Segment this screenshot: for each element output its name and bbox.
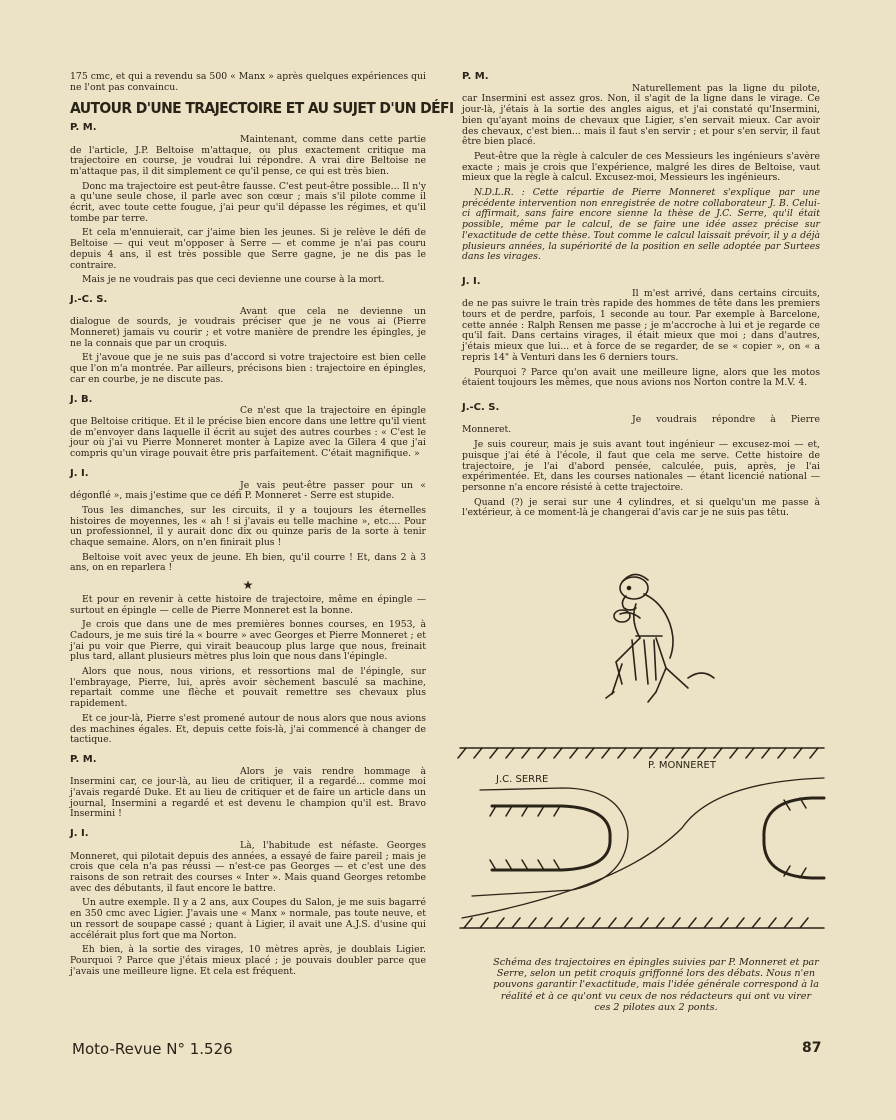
- speaker-ji: J. I.: [462, 275, 481, 287]
- paragraph: Quand (?) je serai sur une 4 cylindres, et si quelqu'un me passe à l'extérieur, à ce moment-là je changerai d'avis car je ne suis pas têtu.: [462, 496, 820, 519]
- speaker-pm: P. M.: [70, 122, 97, 134]
- trajectory-diagram: [452, 728, 832, 948]
- paragraph: Là, l'habitude est néfaste. Georges Monneret, qui pilotait depuis des années, a essayé de faire pareil ; mais je crois que cela n'a pas réussi — n'est-ce pas Georges — et c'est une des raisons de son retrait des courses « Inter ». Mais quand Georges retombe avec des débutants, il faut encore le battre.: [70, 839, 426, 894]
- paragraph: Un autre exemple. Il y a 2 ans, aux Coupes du Salon, je me suis bagarré en 350 cmc avec Ligier. J'avais une « Manx » normale, pas toute neuve, et un ressort de soupape cassé ; quant à Ligier, il avait une A.J.S. d'usine qui accélérait plus fort que ma Norton.: [70, 897, 426, 941]
- paragraph: Maintenant, comme dans cette partie de l'article, J.P. Beltoise m'attaque, ou plus exactement critique ma trajectoire en course, je voudrai lui répondre. A vrai dire Beltoise ne m'attaque pas, il dit simplement ce qu'il pense, ce qui est très bien.: [70, 133, 426, 177]
- paragraph: Alors je vais rendre hommage à Insermini car, ce jour-là, au lieu de critiquer, il a regardé... comme moi j'avais regardé Duke. Et au lieu de critiquer et de faire un article dans un journal, Insermini a regardé et est devenu le champion qu'il est. Bravo Insermini !: [70, 765, 426, 820]
- star-separator: ★: [242, 578, 254, 593]
- speaker-jcs: J.-C. S.: [70, 293, 108, 305]
- paragraph: Et pour en revenir à cette histoire de trajectoire, même en épingle — surtout en épingle — celle de Pierre Monneret est la bonne.: [70, 593, 426, 616]
- paragraph: Alors que nous, nous virions, et ressortions mal de l'épingle, sur l'embrayage, Pierre, lui, après avoir sèchement basculé sa machine, repartait comme une flèche et pouvait remettre ses chevaux plus rapidement.: [70, 666, 426, 710]
- paragraph: Et ce jour-là, Pierre s'est promené autour de nous alors que nous avions des machines égales. Et, depuis cette fois-là, j'ai commencé à changer de tactique.: [70, 712, 426, 746]
- speaker-pm: P. M.: [70, 753, 97, 765]
- paragraph: Peut-être que la règle à calculer de ces Messieurs les ingénieurs s'avère exacte ; mais je crois que l'expérience, malgré les dires de Beltoise, vaut mieux que la règle à calcul. Excusez-moi, Messieurs les ingénieurs.: [462, 150, 820, 184]
- paragraph: Je voudrais répondre à Pierre Monneret.: [462, 413, 820, 436]
- rider-sketch-illustration: [596, 568, 726, 718]
- label-monneret: P. MONNERET: [648, 760, 716, 771]
- paragraph: Je vais peut-être passer pour un « dégonflé », mais j'estime que ce défi P. Monneret - Serre est stupide.: [70, 479, 426, 502]
- editor-note: N.D.L.R. : Cette répartie de Pierre Monneret s'explique par une précédente intervention non enregistrée de notre collaborateur J. B. Celui-ci affirmait, sans faire encore sienne la thèse de J.C. Serre, qu'il était possible, même par le calcul, de se faire une idée assez précise sur l'exactitude de cette thèse. Tout comme le calcul laissait prévoir, il y a déjà plusieurs années, la supériorité de la position en selle adoptée par Surtees dans les virages.: [462, 187, 820, 263]
- paragraph: Naturellement pas la ligne du pilote, car Insermini est assez gros. Non, il s'agit de la ligne dans le virage. Ce jour-là, j'étais à la sortie des angles aigus, et j'ai constaté qu'Insermini, bien qu'ayant moins de chevaux que Ligier, s'en servait mieux. Car avoir des chevaux, c'est bien... mais il faut s'en servir ; et pour s'en servir, il faut être bien placé.: [462, 82, 820, 148]
- right-column: [462, 72, 820, 523]
- paragraph: Eh bien, à la sortie des virages, 10 mètres après, je doublais Ligier. Pourquoi ? Parce que j'étais mieux placé ; je pouvais doubler parce que j'avais une meilleure ligne. Et cela est fréquent.: [70, 944, 426, 977]
- speaker-ji: J. I.: [70, 828, 89, 840]
- speaker-jcs: J.-C. S.: [462, 401, 500, 413]
- left-column: [70, 71, 454, 981]
- speaker-pm: P. M.: [462, 71, 489, 82]
- diagram-caption: Schéma des trajectoires en épingles suivies par P. Monneret et par Serre, selon un petit croquis griffonné lors des débats. Nous n'en pouvons garantir l'exactitude, mais l'idée générale correspond à la réalité et à ce qu'ont vu ceux de nos rédacteurs qui ont vu virer ces 2 pilotes aux 2 ponts.: [493, 957, 819, 1013]
- speaker-ji: J. I.: [70, 467, 89, 479]
- intro-paragraph: 175 cmc, et qui a revendu sa 500 « Manx » après quelques expériences qui ne l'ont pas convaincu.: [70, 71, 426, 93]
- paragraph: Je crois que dans une de mes premières bonnes courses, en 1953, à Cadours, je me suis tiré la « bourre » avec Georges et Pierre Monneret ; et j'ai pu voir que Pierre, qui virait beaucoup plus large que nous, freinait plus tard, allant plusieurs mètres plus loin que nous dans l'épingle.: [70, 619, 426, 663]
- page-number: 87: [802, 1040, 822, 1056]
- label-serre: J.C. SERRE: [496, 774, 549, 785]
- article-title: AUTOUR D'UNE TRAJECTOIRE ET AU SUJET D'UN DÉFI: [70, 99, 454, 118]
- paragraph: Donc ma trajectoire est peut-être fausse. C'est peut-être possible... Il n'y a qu'une seule chose, il parle avec son cœur ; mais s'il pilote comme il écrit, avec toute cette fougue, j'ai peur qu'il dépasse les régimes, et qu'il tombe par terre.: [70, 180, 426, 224]
- paragraph: Ce n'est que la trajectoire en épingle que Beltoise critique. Et il le précise bien encore dans une lettre qu'il vient de m'envoyer dans laquelle il écrit au sujet des autres courbes : « C'est le jour où j'ai vu Pierre Monneret monter à Lapize avec la Gilera 4 que j'ai compris qu'un virage pouvait être pris parfaitement. C'était magnifique. »: [70, 405, 426, 460]
- magazine-issue: Moto-Revue N° 1.526: [72, 1040, 233, 1058]
- paragraph: Mais je ne voudrais pas que ceci devienne une course à la mort.: [82, 274, 385, 286]
- paragraph: Avant que cela ne devienne un dialogue de sourds, je voudrais préciser que je ne vous ai (Pierre Monneret) jamais vu courir ; et votre manière de prendre les épingles, je ne la connais que par un croquis.: [70, 305, 426, 349]
- paragraph: Beltoise voit avec yeux de jeune. Eh bien, qu'il courre ! Et, dans 2 à 3 ans, on en reparlera !: [70, 551, 426, 574]
- speaker-jb: J. B.: [70, 393, 93, 405]
- paragraph: Tous les dimanches, sur les circuits, il y a toujours les éternelles histoires de moyennes, les « ah ! si j'avais eu telle machine », etc.... Pour un professionnel, il y aurait donc dix ou quinze paris de la sorte à tenir chaque semaine. Alors, on n'en finirait plus !: [70, 504, 426, 549]
- paragraph: Et cela m'ennuierait, car j'aime bien les jeunes. Si je relève le défi de Beltoise — qui veut m'opposer à Serre — et comme je n'ai pas couru depuis 4 ans, il est très possible que Serre gagne, je ne dis pas le contraire.: [70, 227, 426, 271]
- paragraph: Et j'avoue que je ne suis pas d'accord si votre trajectoire est bien celle que l'on m'a montrée. Par ailleurs, précisons bien : trajectoire en épingles, car en courbe, je ne discute pas.: [70, 352, 426, 385]
- paragraph: Pourquoi ? Parce qu'on avait une meilleure ligne, alors que les motos étaient toujours les mêmes, que nous avions nos Norton contre la M.V. 4.: [462, 366, 820, 389]
- paragraph: Je suis coureur, mais je suis avant tout ingénieur — excusez-moi — et, puisque j'ai été à l'école, il faut que cela me serve. Cette histoire de trajectoire, je l'ai d'abord pensée, calculée, puis, après, je l'ai expérimentée. Et, dans les courses nationales — étant licencié national — personne n'a encore résisté à cette trajectoire.: [462, 439, 820, 493]
- paragraph: Il m'est arrivé, dans certains circuits, de ne pas suivre le train très rapide des hommes de tête dans les premiers tours et de perdre, parfois, 1 seconde au tour. Par exemple à Barcelone, cette année : Ralph Rensen me passe ; je m'accroche à lui et je regarde ce qu'il fait. Dans certains virages, il était mieux que moi ; dans d'autres, j'étais mieux que lui... et à force de se regarder, de se « copier », on « a repris 14" à Venturi dans les 6 derniers tours.: [462, 287, 820, 363]
